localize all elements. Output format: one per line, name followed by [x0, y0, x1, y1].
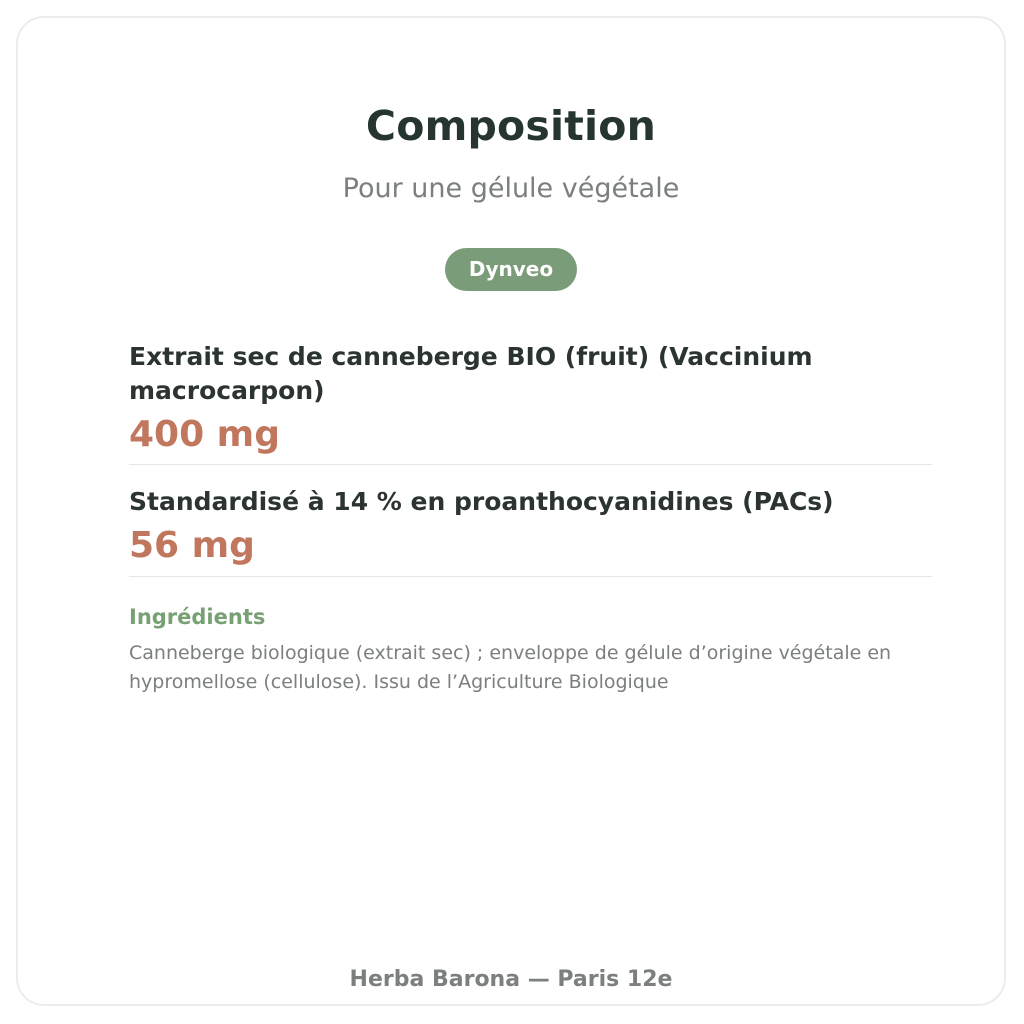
item-name: Standardisé à 14 % en proanthocyanidines (PACs)	[129, 487, 834, 516]
brand-badge: Dynveo	[445, 248, 577, 291]
ingredients-text: Canneberge biologique (extrait sec) ; enveloppe de gélule d’origine végétale en hypromellose (cellulose). Issu de l’Agriculture Biologique	[129, 642, 892, 693]
composition-item	[129, 465, 932, 577]
item-dose: 56 mg	[129, 525, 255, 566]
item-dose: 400 mg	[129, 414, 280, 455]
footer-text: Herba Barona — Paris 12e	[349, 967, 673, 992]
ingredients-title: Ingrédients	[129, 605, 266, 629]
badge-container	[18, 248, 1004, 291]
item-name: Extrait sec de canneberge BIO (fruit) (Vaccinium macrocarpon)	[129, 342, 813, 405]
page-subtitle: Pour une gélule végétale	[342, 173, 680, 204]
composition-card	[16, 16, 1006, 1006]
composition-list	[129, 340, 932, 697]
page-title: Composition	[365, 102, 657, 150]
composition-item	[129, 340, 932, 465]
